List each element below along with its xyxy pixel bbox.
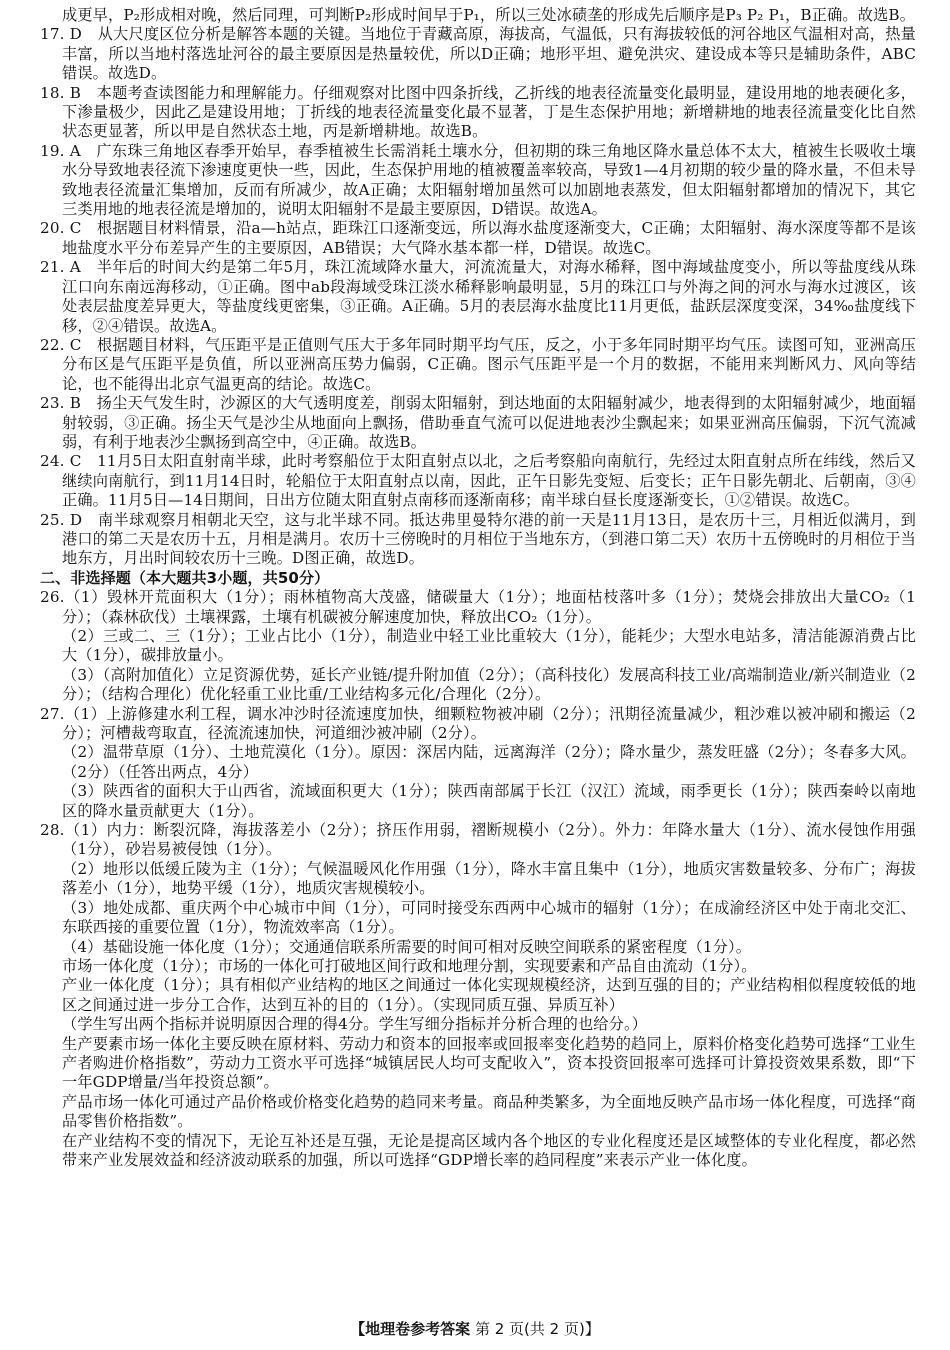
answer-28-factor-market: 生产要素市场一体化主要反映在原材料、劳动力和资本的回报率或回报率变化趋势的趋同上，原料价格变化趋势可选择“工业生产者购进价格指数”，劳动力工资水平可选择“城镇居民人均可支配收入”，资本投资回报率可选择可计算投资效果系数，即“下一年GDP增量/当年投资总额”。 [62,1034,916,1092]
section-header-non-choice: 二、非选择题（本大题共3小题，共50分） [40,568,330,587]
answer-28-part-3: （3）地处成都、重庆两个中心城市中间（1分），可同时接受东西两中心城市的辐射（1分）；在成渝经济区中处于南北交汇、东联西接的重要位置（1分），物流效率高（1分）。 [62,898,916,937]
answer-27-part-2: （2）温带草原（1分）、土地荒漠化（1分）。原因：深居内陆，远离海洋（2分）；降水量少，蒸发旺盛（2分）；冬春多大风。（2分）（任答出两点，4分） [62,743,916,781]
answer-28-grading-note: （学生写出两个指标并说明原因合理的得4分。学生写细分指标并分析合理的也给分。） [62,1015,648,1034]
footer-page-number: 第 2 页(共 2 页)】 [474,1320,600,1338]
answer-19: 19. A 广东珠三角地区春季开始早，春季植被生长需消耗土壤水分，但初期的珠三角地区降水量总体不太大，植被生长吸收土壤水分导致地表径流下渗速度更快一些，因此，生态保护用地的植被覆盖率较高，导致1—4月初期的较少量的降水量，不但未导致地表径流量汇集增加，反而有所减少，故A正确；太阳辐射增加虽然可以加剧地表蒸发，但太阳辐射都增加的情况下，其它三类用地的地表径流是增加的，说明太阳辐射不是最主要原因，D错误。故选A。 [40,141,916,219]
answer-28-part-2: （2）地形以低缓丘陵为主（1分）；气候温暖风化作用强（1分），降水丰富且集中（1分），地质灾害数量较多、分布广；海拔落差小（1分），地势平缓（1分），地质灾害规模较小。 [62,859,916,898]
answer-26-part-3: （3）（高附加值化）立足资源优势，延长产业链/提升附加值（2分）；（高科技化）发展高科技工业/高端制造业/新兴制造业（2分）；（结构合理化）优化轻重工业比重/工业结构多元化/合理化（2分）。 [62,665,916,704]
answer-28-product-market: 产品市场一体化可通过产品价格或价格变化趋势的趋同来考量。商品种类繁多，为全面地反映产品市场一体化程度，可选择“商品零售价格指数”。 [62,1092,916,1131]
answer-28-market-integration: 市场一体化度（1分）；市场的一体化可打破地区间行政和地理分割，实现要素和产品自由流动（1分）。 [62,956,757,975]
answer-24: 24. C 11月5日太阳直射南半球，此时考察船位于太阳直射点以北，之后考察船向南航行，先经过太阳直射点所在纬线，然后又继续向南航行，到11月14日时，轮船位于太阳直射点以南，因此，正午日影先变短、后变长；正午日影先朝北、后朝南，③④正确。11月5日—14日期间，日出方位随太阳直射点南移而逐渐南移；南半球白昼长度逐渐变长，①②错误。故选C。 [40,452,916,510]
answer-26-part-1: 26.（1）毁林开荒面积大（1分）；雨林植物高大茂盛，储碳量大（1分）；地面枯枝落叶多（1分）；焚烧会排放出大量CO₂（1分）；（森林砍伐）土壤裸露，土壤有机碳被分解速度加快，释放出CO₂（1分）。 [40,588,916,626]
footer-title: 【地理卷参考答案 [350,1320,471,1338]
answer-key-body [40,6,916,1170]
answer-20: 20. C 根据题目材料情景，沿a—h站点，距珠江口逐渐变远，所以海水盐度逐渐变大，C正确；太阳辐射、海水深度等都不是该地盐度水平分布差异产生的主要原因，AB错误；大气降水基本都一样，D错误。故选C。 [40,219,916,257]
answer-26-part-2: （2）三或二、三（1分）；工业占比小（1分），制造业中轻工业比重较大（1分），能耗少；大型水电站多，清洁能源消费占比大（1分），碳排放量小。 [62,627,916,665]
answer-28-part-1: 28.（1）内力：断裂沉降，海拔落差小（2分）；挤压作用弱，褶断规模小（2分）。外力：年降水量大（1分）、流水侵蚀作用强（1分），砂岩易被侵蚀（1分）。 [40,821,916,859]
answer-18: 18. B 本题考查读图能力和理解能力。仔细观察对比图中四条折线，乙折线的地表径流量变化最明显，建设用地的地表硬化多，下渗量极少，因此乙是建设用地；丁折线的地表径流量变化最不显著，丁是生态保护用地；新增耕地的地表径流量变化比自然状态更显著，所以甲是自然状态土地，丙是新增耕地。故选B。 [40,83,916,141]
answer-28-industry-structure: 在产业结构不变的情况下，无论互补还是互强，无论是提高区域内各个地区的专业化程度还是区域整体的专业化程度，都必然带来产业发展效益和经济波动联系的加强，所以可选择“GDP增长率的趋同程度”来表示产业一体化度。 [62,1131,916,1169]
answer-21: 21. A 半年后的时间大约是第二年5月，珠江流域降水量大，河流流量大，对海水稀释，图中海域盐度变小，所以等盐度线从珠江口向东南远海移动，①正确。图中ab段海域受珠江淡水稀释影响最明显，5月的珠江口与外海之间的河水与海水过渡区，该处表层盐度差异更大，等盐度线更密集，③正确。A正确。5月的表层海水盐度比11月更低，盐跃层深度变深，34‰盐度线下移，②④错误。故选A。 [40,258,916,335]
answer-23: 23. B 扬尘天气发生时，沙源区的大气透明度差，削弱太阳辐射，到达地面的太阳辐射减少，地表得到的太阳辐射减少，地面辐射较弱，③正确。扬尘天气是沙尘从地面向上飘扬，借助垂直气流可以促进地表沙尘飘起来；如果亚洲高压偏弱，下沉气流减弱，有利于地表沙尘飘扬到高空中，④正确。故选B。 [40,394,916,451]
continued-answer-16: 成更早，P₂形成相对晚，然后同理，可判断P₂形成时间早于P₁，所以三处冰碛垄的形成先后顺序是P₃ P₂ P₁，B正确。故选B。 [62,6,916,24]
answer-27-part-1: 27.（1）上游修建水利工程，调水冲沙时径流速度加快，细颗粒物被冲刷（2分）；汛期径流量减少，粗沙难以被冲刷和搬运（2分）；河槽裁弯取直，径流流速加快，河道细沙被冲刷（2分）。 [40,704,916,743]
answer-22: 22. C 根据题目材料，气压距平是正值则气压大于多年同时期平均气压，反之，小于多年同时期平均气压。读图可知，亚洲高压分布区是气压距平是负值，所以亚洲高压势力偏弱，C正确。图示气压距平是一个月的数据，不能用来判断风力、风向等结论，也不能得出北京气温更高的结论。故选C。 [40,335,916,393]
answer-28-part-4: （4）基础设施一体化度（1分）；交通通信联系所需要的时间可相对反映空间联系的紧密程度（1分）。 [62,937,752,956]
answer-28-industry-integration: 产业一体化度（1分）；具有相似产业结构的地区之间通过一体化实现规模经济，达到互强的目的；产业结构相似程度较低的地区之间通过进一步分工合作，达到互补的目的（1分）。（实现同质互强、异质互补） [62,976,916,1014]
answer-17: 17. D 从大尺度区位分析是解答本题的关键。当地位于青藏高原，海拔高，气温低，只有海拔较低的河谷地区气温相对高，热量丰富，所以当地村落选址河谷的最主要原因是热量较优，所以D正确；地形平坦、避免洪灾、建设成本等只是辅助条件，ABC错误。故选D。 [40,25,916,83]
answer-25: 25. D 南半球观察月相朝北天空，这与北半球不同。抵达弗里曼特尔港的前一天是11月13日，是农历十三，月相近似满月，到港口的第二天是农历十五，月相是满月。农历十三傍晚时的月相位于当地东方，（到港口第二天）农历十五傍晚时的月相位于当地东方，月出时间较农历十三晚。D图正确，故选D。 [40,510,916,568]
answer-27-part-3: （3）陕西省的面积大于山西省，流域面积更大（1分）；陕西南部属于长江（汉江）流域，雨季更长（1分）；陕西秦岭以南地区的降水量贡献更大（1分）。 [62,782,916,820]
page-footer [0,1318,950,1339]
